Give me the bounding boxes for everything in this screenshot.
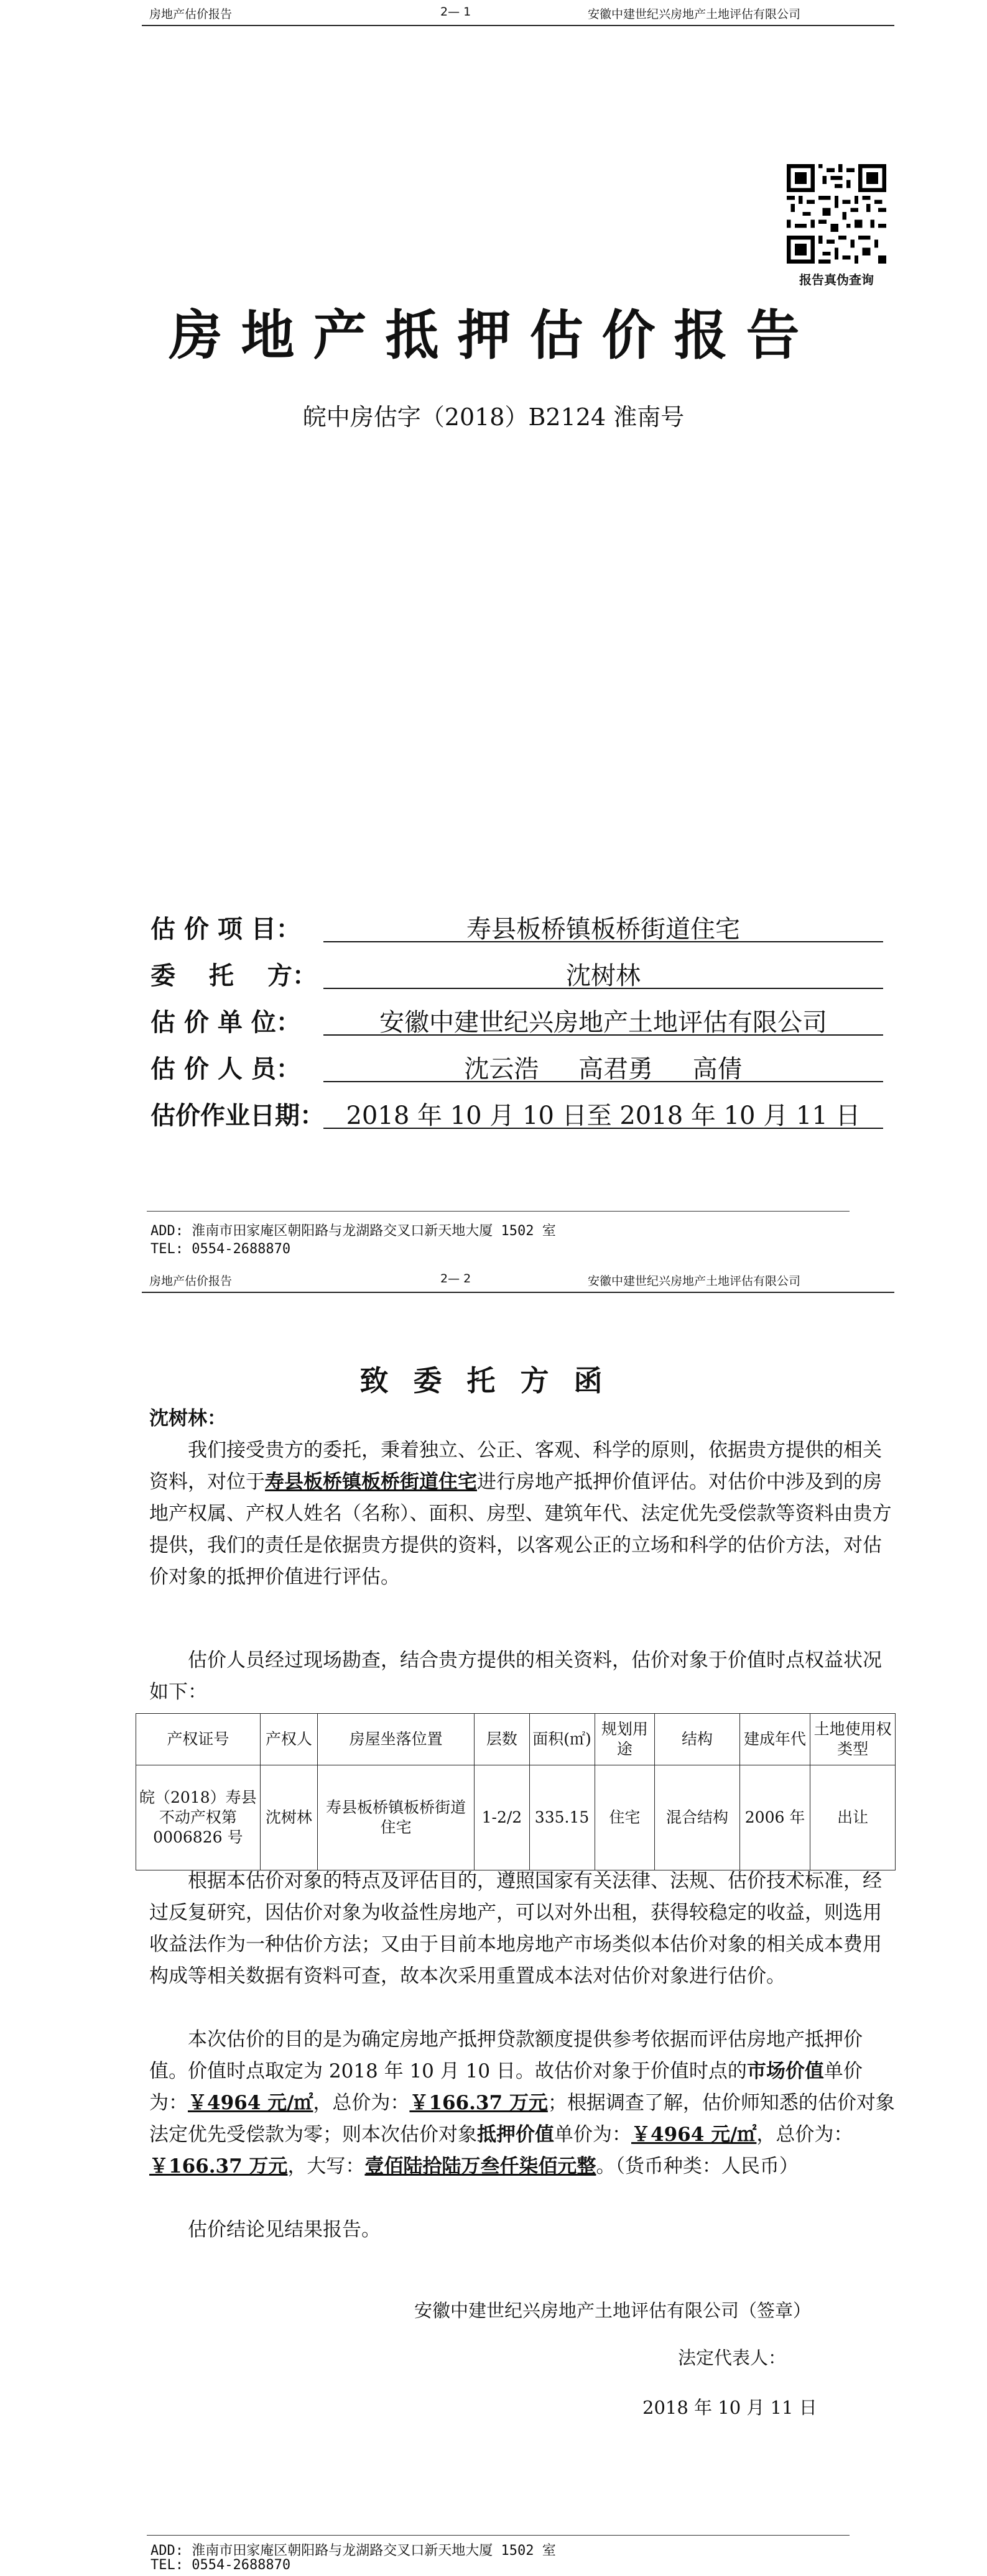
mortgage-unit-price: ￥4964 元/㎡	[631, 2123, 757, 2146]
field-underline	[323, 1034, 883, 1036]
field-value-date: 2018 年 10 月 10 日至 2018 年 10 月 11 日	[346, 1102, 861, 1130]
paragraph-see-results: 估价结论见结果报告。	[188, 2219, 381, 2241]
field-value-appraiser-org: 安徽中建世纪兴房地产土地评估有限公司	[379, 1008, 827, 1037]
column-header: 层数	[475, 1714, 529, 1765]
field-label-appraiser-org: 估 价 单 位：	[151, 1008, 301, 1037]
header-rule	[142, 25, 894, 26]
paragraph-survey: 估价人员经过现场勘查，结合贵方提供的相关资料，估价对象于价值时点权益状况如下：	[149, 1649, 882, 1703]
report-number: 皖中房估字（2018）B2124 淮南号	[302, 403, 685, 431]
column-header: 产权人	[260, 1714, 317, 1765]
qr-caption: 报告真伪查询	[799, 272, 874, 287]
report-title: 房地产抵押估价报告	[169, 304, 818, 367]
paragraph-method: 根据本估价对象的特点及评估目的，遵照国家有关法律、法规、估价技术标准，经过反复研究，因估价对象为收益性房地产，可以对外出租，获得较稳定的收益，则选用收益法作为一种估价方法；又由于目前本地房地产市场类似本估价对象的相关成本费用构成等相关数据有资料可查，故本次采用重置成本法对估价对象进行估价。	[149, 1870, 882, 1987]
field-value-client: 沈树林	[566, 962, 641, 990]
cell-owner: 沈树林	[260, 1765, 317, 1870]
cell-structure: 混合结构	[655, 1765, 740, 1870]
field-label-appraisers: 估 价 人 员：	[151, 1055, 301, 1083]
column-header: 面积(㎡)	[529, 1714, 595, 1765]
column-header: 建成年代	[739, 1714, 810, 1765]
field-label-project: 估 价 项 目：	[151, 915, 301, 944]
column-header: 结构	[655, 1714, 740, 1765]
cell-location: 寿县板桥镇板桥街道住宅	[318, 1765, 475, 1870]
paragraph-conclusion-values	[149, 2024, 896, 2183]
field-label-client: 委 托 方：	[151, 962, 317, 990]
cell-floors: 1-2/2	[475, 1765, 529, 1870]
property-table	[136, 1713, 896, 1870]
signature-company: 安徽中建世纪兴房地产土地评估有限公司（签章）	[414, 2300, 812, 2321]
page1-header-left: 房地产估价报告	[149, 7, 233, 21]
field-value-project: 寿县板桥镇板桥街道住宅	[466, 915, 740, 944]
paragraph-commission	[149, 1435, 896, 1593]
page2-header-left: 房地产估价报告	[149, 1274, 233, 1288]
table-header-row	[136, 1714, 896, 1765]
para1-text-a: 我们接受贵方的委托，秉着独立、公正、客观、科学的原则，依据贵方提供的相关资料，对位于	[149, 1439, 882, 1493]
salutation: 沈树林：	[149, 1407, 226, 1430]
header-rule	[142, 1292, 894, 1293]
para4-text-f: ，总价为：	[756, 2123, 853, 2146]
cell-land-right: 出让	[810, 1765, 896, 1870]
para1-text-b: 进行房地产抵押价值评估。对估价中涉及到的房地产权属、产权人姓名（名称）、面积、房型、建筑年代、法定优先受偿款等资料由贵方提供，我们的责任是依据贵方提供的资料，以客观公正的立场和科学的估价方法，对估价对象的抵押价值进行评估。	[149, 1471, 892, 1588]
qr-code-icon[interactable]	[787, 164, 886, 264]
field-underline	[323, 1128, 883, 1129]
para4-text-b: 单价为：	[149, 2060, 863, 2114]
mortgage-total-price: ￥166.37 万元	[149, 2155, 288, 2178]
page1-header-right: 安徽中建世纪兴房地产土地评估有限公司	[588, 7, 801, 21]
para4-text-d: ；根据调查了解，估价师知悉的估价对象法定优先受偿款为零；则本次估价对象	[149, 2092, 895, 2146]
footer-tel: TEL: 0554-2688870	[151, 2557, 291, 2573]
footer-address: ADD: 淮南市田家庵区朝阳路与龙湖路交叉口新天地大厦 1502 室	[151, 2543, 556, 2559]
cell-usage: 住宅	[595, 1765, 655, 1870]
column-header: 规划用途	[595, 1714, 655, 1765]
para4-text-a: 本次估价的目的是为确定房地产抵押贷款额度提供参考依据而评估房地产抵押价值。价值时点取定为 2018 年 10 月 10 日。故估价对象于价值时点的	[149, 2028, 863, 2082]
cell-year: 2006 年	[739, 1765, 810, 1870]
market-unit-price: ￥4964 元/㎡	[188, 2092, 313, 2114]
column-header: 房屋坐落位置	[318, 1714, 475, 1765]
footer-rule	[147, 2535, 850, 2536]
field-value-appraisers: 沈云浩 高君勇 高倩	[464, 1055, 743, 1083]
table-row	[136, 1765, 896, 1870]
page2-header-right: 安徽中建世纪兴房地产土地评估有限公司	[588, 1274, 801, 1288]
field-underline	[323, 988, 883, 989]
footer-address: ADD: 淮南市田家庵区朝阳路与龙湖路交叉口新天地大厦 1502 室	[151, 1223, 556, 1239]
signature-legal-rep: 法定代表人：	[678, 2347, 787, 2368]
column-header: 产权证号	[136, 1714, 261, 1765]
appraisal-object: 寿县板桥镇板桥街道住宅	[265, 1471, 477, 1493]
footer-tel: TEL: 0554-2688870	[151, 1241, 291, 1257]
para4-text-c: ，总价为：	[313, 2092, 410, 2114]
para4-text-h: 。（货币种类：人民币）	[596, 2155, 799, 2178]
column-header: 土地使用权类型	[810, 1714, 896, 1765]
footer-rule	[147, 1211, 850, 1212]
field-underline	[323, 941, 883, 942]
field-label-date: 估价作业日期：	[151, 1102, 325, 1130]
mortgage-value-label: 抵押价值	[477, 2123, 554, 2146]
para4-text-e: 单价为：	[554, 2123, 631, 2146]
page1-header-page: 2— 1	[440, 5, 471, 19]
letter-title: 致委托方函	[359, 1364, 628, 1397]
para4-text-g: ，大写：	[287, 2155, 365, 2178]
mortgage-total-capital: 壹佰陆拾陆万叁仟柒佰元整	[364, 2155, 596, 2178]
cell-area: 335.15	[529, 1765, 595, 1870]
cell-certificate-no: 皖（2018）寿县不动产权第 0006826 号	[136, 1765, 261, 1870]
market-total-price: ￥166.37 万元	[409, 2092, 548, 2114]
field-underline	[323, 1081, 883, 1082]
page2-header-page: 2— 2	[440, 1272, 471, 1286]
market-value-label: 市场价值	[746, 2060, 824, 2082]
signature-date: 2018 年 10 月 11 日	[642, 2397, 817, 2418]
